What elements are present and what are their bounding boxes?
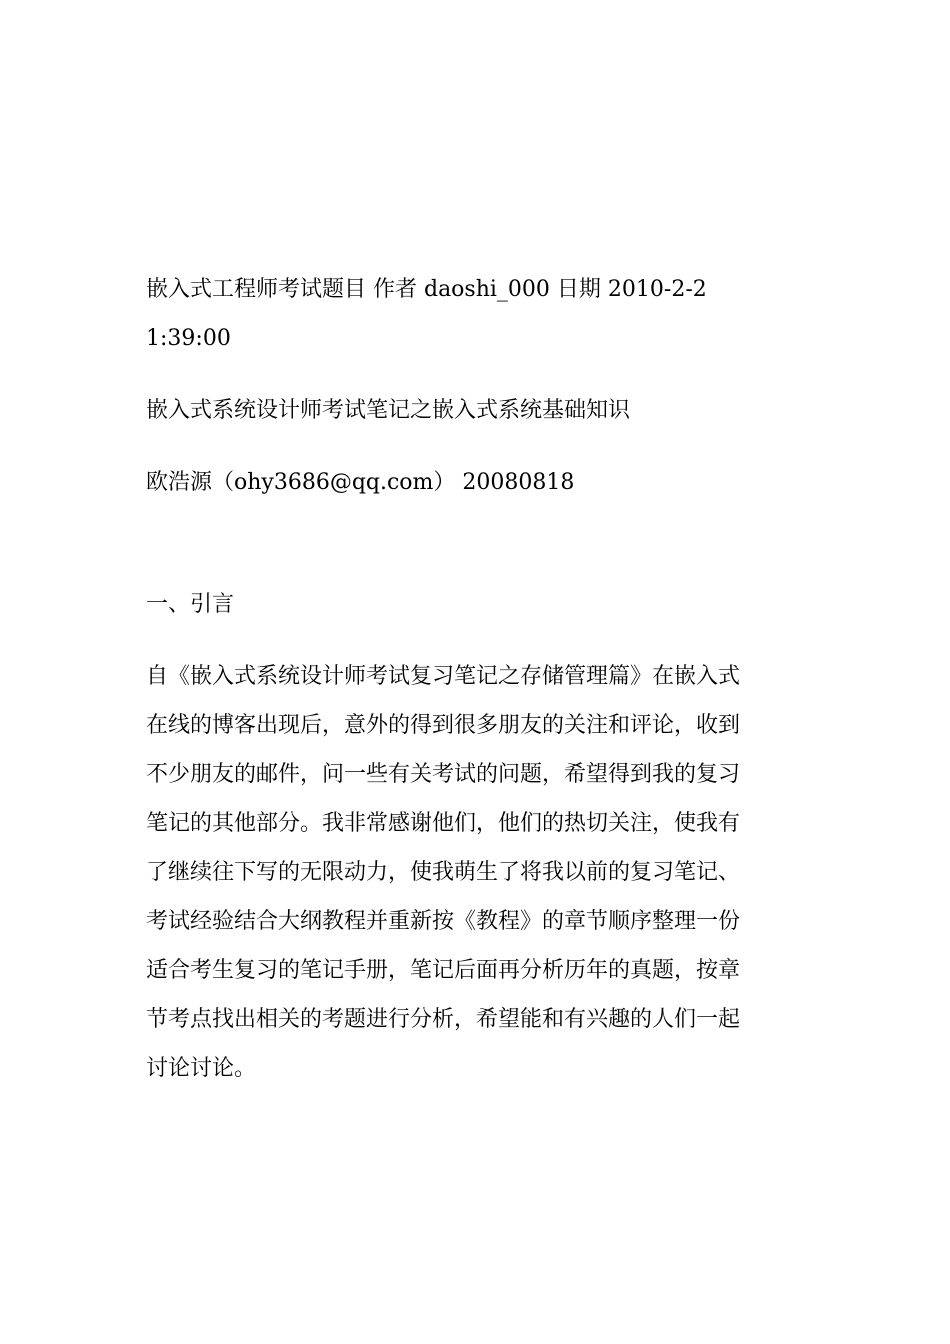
intro-paragraph	[146, 662, 806, 1103]
doc-title-line-1: 嵌入式工程师考试题目 作者 daoshi_000 日期 2010-2-2	[146, 277, 707, 302]
paragraph-line: 在线的博客出现后，意外的得到很多朋友的关注和评论，收到	[146, 713, 741, 738]
paragraph-line: 考试经验结合大纲教程并重新按《教程》的章节顺序整理一份	[146, 909, 741, 934]
paragraph-line: 适合考生复习的笔记手册，笔记后面再分析历年的真题，按章	[146, 958, 741, 983]
paragraph-line: 节考点找出相关的考题进行分析，希望能和有兴趣的人们一起	[146, 1007, 741, 1032]
doc-subtitle: 嵌入式系统设计师考试笔记之嵌入式系统基础知识	[146, 398, 631, 423]
paragraph-line: 讨论讨论。	[146, 1056, 257, 1081]
paragraph-line: 了继续往下写的无限动力，使我萌生了将我以前的复习笔记、	[146, 860, 741, 885]
paragraph-line: 不少朋友的邮件，问一些有关考试的问题，希望得到我的复习	[146, 762, 741, 787]
author-line: 欧浩源（ohy3686@qq.com） 20080818	[146, 470, 575, 495]
paragraph-line: 笔记的其他部分。我非常感谢他们，他们的热切关注，使我有	[146, 811, 741, 836]
doc-title-line-2: 1:39:00	[146, 326, 231, 351]
paragraph-line: 自《嵌入式系统设计师考试复习笔记之存储管理篇》在嵌入式	[146, 664, 741, 689]
section-heading: 一、引言	[146, 592, 235, 617]
